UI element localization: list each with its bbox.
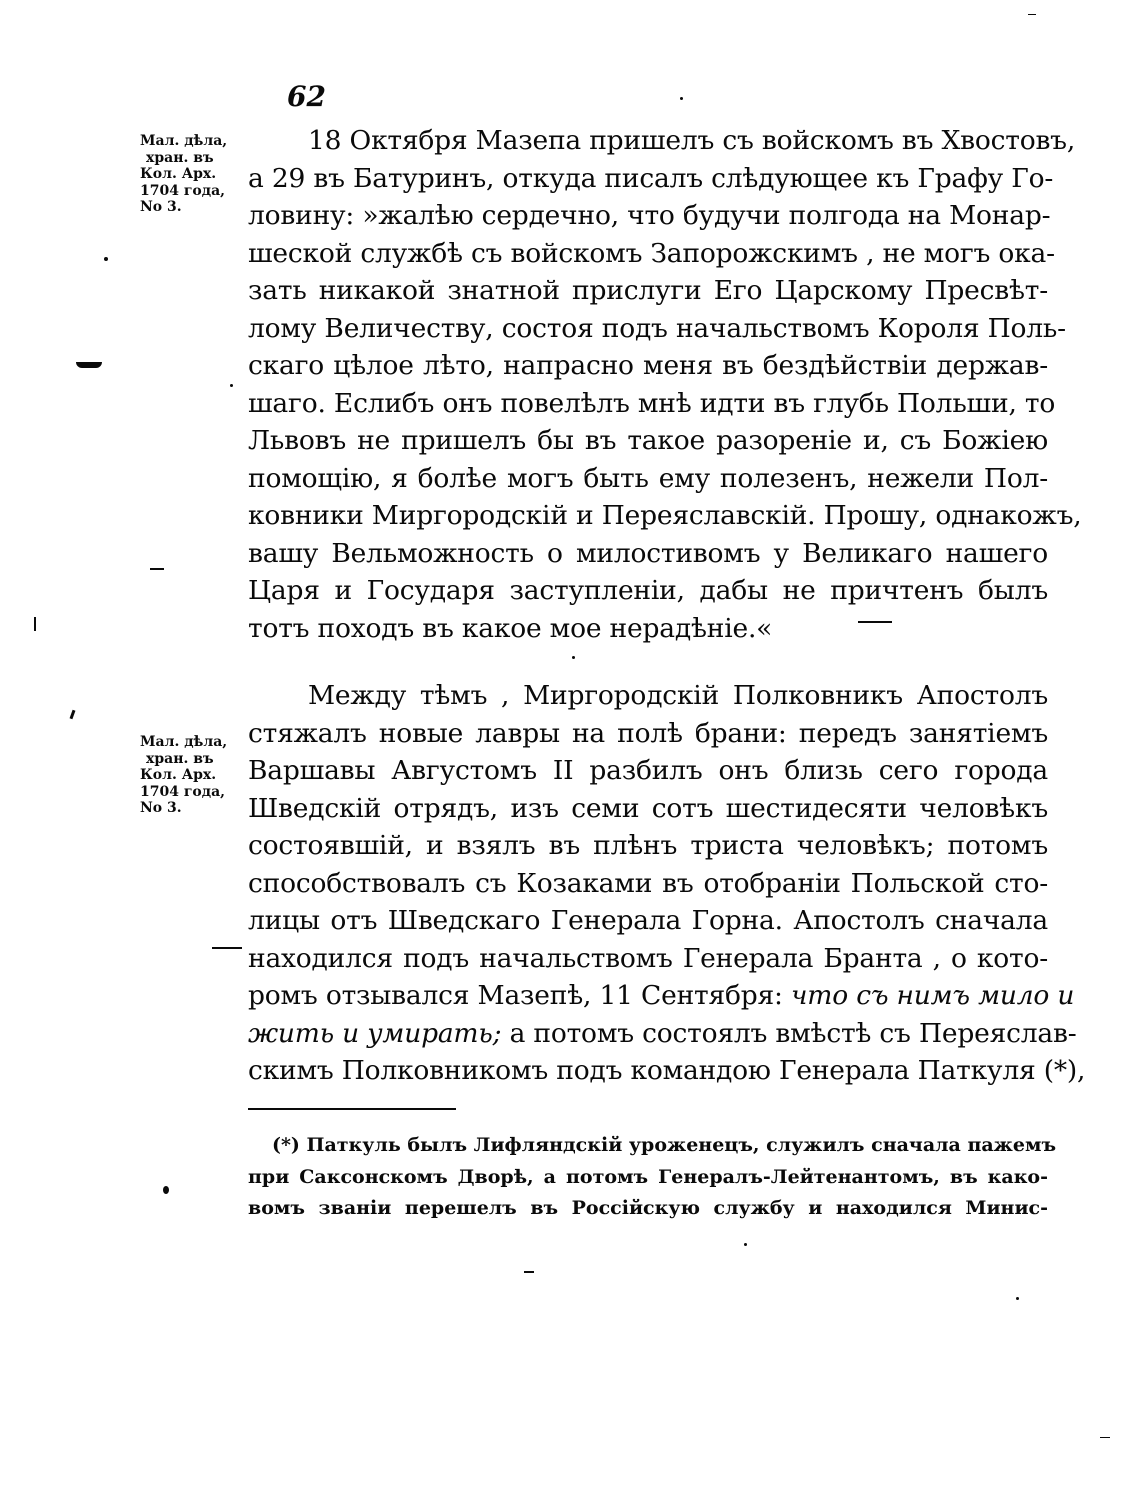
italic-quote: жить и умирать; — [248, 1017, 502, 1049]
text-line: вашу Вельможность о милостивомъ у Великаго нашего — [248, 537, 1048, 569]
text-line: Львовъ не пришелъ бы въ такое разореніе и, съ Божіею — [248, 425, 1048, 456]
margin-note-line: Мал. дѣла, — [140, 133, 228, 149]
footnote-divider — [248, 1108, 456, 1110]
scan-speck — [163, 1186, 169, 1194]
text-line-mixed — [248, 977, 1075, 1015]
margin-note-line: Кол. Арх. — [140, 166, 217, 182]
text-line: скаго цѣлое лѣто, напрасно меня въ бездѣйствіи держав- — [248, 350, 1048, 381]
text-line: тотъ походъ въ какое мое нерадѣніе.« — [248, 612, 773, 644]
footnote-line: (*) Паткуль былъ Лифляндскій уроженецъ, служилъ сначала пажемъ — [272, 1134, 1057, 1156]
text-line: находился подъ начальствомъ Генерала Бранта , о кото- — [248, 942, 1048, 974]
scan-speck — [1016, 1297, 1019, 1300]
scan-speck — [1028, 14, 1036, 15]
margin-note-2 — [140, 734, 240, 817]
text-line: Варшавы Августомъ II разбилъ онъ близь сего города — [248, 755, 1048, 786]
margin-note-line: No 3. — [140, 800, 182, 816]
text-line: шеской службѣ съ войскомъ Запорожскимъ , не могъ ока- — [248, 237, 1055, 269]
margin-note-line: Мал. дѣла, — [140, 734, 228, 750]
footnote-line: вомъ званіи перешелъ въ Россійскую службу и находился Минис- — [248, 1197, 1048, 1219]
text-line: стяжалъ новые лавры на полѣ брани: передъ занятіемъ — [248, 717, 1048, 749]
footnote-line: при Саксонскомъ Дворѣ, а потомъ Генералъ-Лейтенантомъ, въ како- — [248, 1165, 1048, 1188]
footnote — [248, 1130, 1057, 1225]
scan-speck — [744, 1243, 747, 1246]
scan-speck — [76, 362, 102, 368]
text-segment: ромъ отзывался Мазепѣ, 11 Сентября: — [248, 980, 783, 1011]
scan-speck — [572, 656, 575, 659]
text-line: скимъ Полковникомъ подъ командою Генерала Паткуля (*), — [248, 1055, 1086, 1086]
scan-speck — [104, 257, 108, 261]
margin-note-line: 1704 года, — [140, 182, 226, 199]
scan-speck — [34, 617, 36, 631]
text-line: 18 Октября Мазепа пришелъ съ войскомъ въ Хвостовъ, — [308, 125, 1076, 156]
text-line: Между тѣмъ , Миргородскій Полковникъ Апостолъ — [308, 680, 1048, 711]
text-line: Царя и Государя заступленіи, дабы не причтенъ былъ — [248, 575, 1048, 606]
scan-speck — [230, 384, 233, 387]
paragraph-1 — [248, 122, 1082, 647]
text-segment: а потомъ состоялъ вмѣстѣ съ Переяслав- — [509, 1017, 1077, 1049]
text-line: способствовалъ съ Козаками въ отобраніи Польской сто- — [248, 867, 1048, 899]
text-line: помощію, я болѣе могъ быть ему полезенъ, нежели Пол- — [248, 462, 1048, 494]
text-line: а 29 въ Батуринъ, откуда писалъ слѣдующее къ Графу Го- — [248, 162, 1054, 194]
text-line: лому Величеству, состоя подъ начальствомъ Короля Поль- — [248, 312, 1066, 344]
italic-quote: что съ нимъ мило и — [791, 980, 1075, 1011]
text-line: состоявшій, и взялъ въ плѣнъ триста человѣкъ; потомъ — [248, 830, 1048, 861]
scan-speck — [858, 621, 892, 623]
scan-speck — [680, 97, 683, 100]
margin-note-line: Кол. Арх. — [140, 767, 217, 783]
margin-note-line: 1704 года, — [140, 783, 226, 800]
text-line: лицы отъ Шведскаго Генерала Горна. Апостолъ сначала — [248, 905, 1048, 936]
margin-note-1 — [140, 133, 240, 216]
text-line: шаго. Еслибъ онъ повелѣлъ мнѣ идти въ глубь Польши, то — [248, 387, 1056, 419]
text-line: ковники Миргородскій и Переяславскій. Прошу, однакожъ, — [248, 500, 1082, 531]
scan-speck — [212, 947, 242, 949]
text-line: ловину: »жалѣю сердечно, что будучи полгода на Монар- — [248, 200, 1051, 231]
margin-note-line: No 3. — [140, 199, 182, 215]
scan-speck — [70, 710, 76, 719]
text-line: зать никакой знатной прислуги Его Царскому Пресвѣт- — [248, 275, 1048, 306]
paragraph-2 — [248, 677, 1086, 1090]
page-number: 62 — [287, 80, 326, 113]
margin-note-line: хран. въ — [146, 750, 214, 767]
scan-speck — [524, 1271, 534, 1273]
text-line-mixed — [248, 1015, 1077, 1053]
scan-speck — [150, 568, 164, 570]
margin-note-line: хран. въ — [146, 149, 214, 166]
scan-speck — [1100, 1437, 1110, 1438]
text-line: Шведскій отрядъ, изъ семи сотъ шестидесяти человѣкъ — [248, 792, 1048, 824]
